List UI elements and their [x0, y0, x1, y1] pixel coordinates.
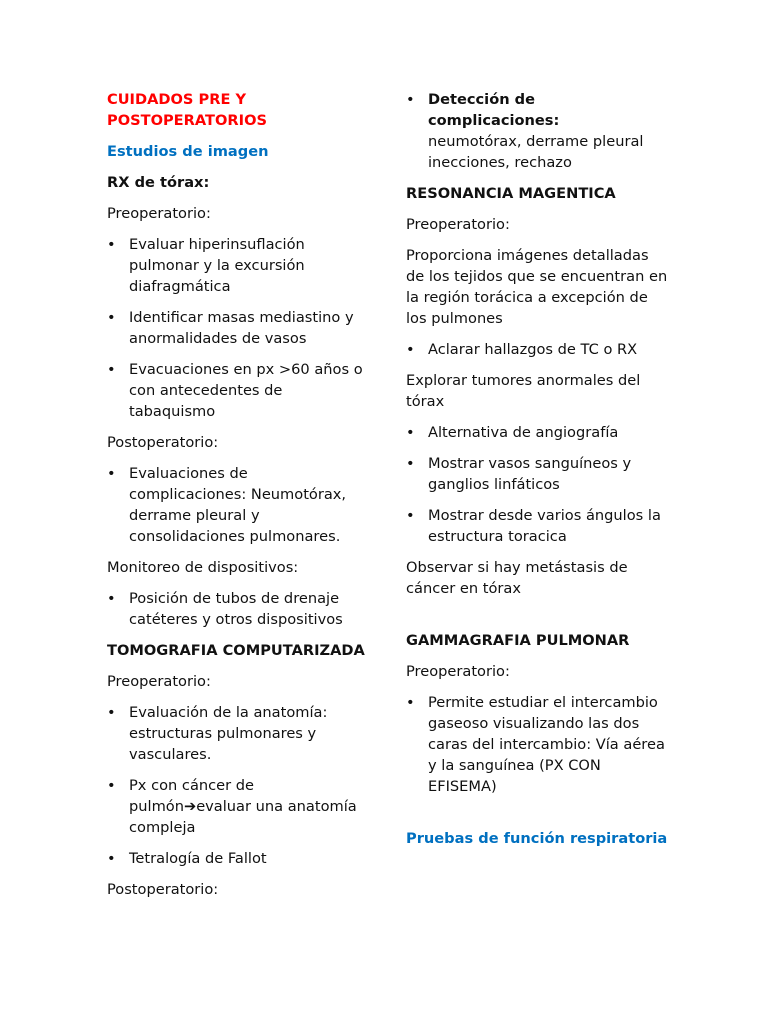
- rx-pre-list: [107, 234, 369, 422]
- rm-list-1: [406, 339, 668, 360]
- list-item: • Aclarar hallazgos de TC o RX: [406, 341, 638, 358]
- bullet-icon: •: [107, 361, 116, 378]
- tc-pre-label: Preoperatorio:: [107, 673, 211, 690]
- rm-list-2: [406, 422, 668, 547]
- list-item: • Mostrar vasos sanguíneos y ganglios linfáticos: [406, 455, 632, 493]
- detection-list: [406, 89, 668, 173]
- rm-paragraph-2: Explorar tumores anormales del tórax: [406, 372, 641, 410]
- spacer: [406, 807, 668, 828]
- bullet-icon: •: [406, 455, 415, 472]
- tc-post-label: Postoperatorio:: [107, 881, 219, 898]
- list-item: • Evaluar hiperinsuflación pulmonar y la excursión diafragmática: [107, 236, 305, 295]
- left-column: [107, 89, 369, 910]
- bullet-icon: •: [107, 590, 116, 607]
- bullet-icon: •: [406, 91, 415, 108]
- bullet-icon: •: [107, 309, 116, 326]
- gamma-list: [406, 692, 668, 797]
- pft-heading: Pruebas de función respiratoria: [406, 830, 668, 847]
- list-item: • Evaluación de la anatomía: estructuras pulmonares y vasculares.: [107, 704, 328, 763]
- detection-bold: Detección de complicaciones:: [428, 91, 560, 129]
- gamma-heading: GAMMAGRAFIA PULMONAR: [406, 632, 630, 649]
- bullet-icon: •: [107, 850, 116, 867]
- list-item: • Evaluaciones de complicaciones: Neumotórax, derrame pleural y consolidaciones pulmonares.: [107, 465, 347, 545]
- section-imaging-heading: Estudios de imagen: [107, 143, 269, 160]
- bullet-icon: •: [107, 777, 116, 794]
- bullet-icon: •: [107, 465, 116, 482]
- rx-post-list: [107, 463, 369, 547]
- rm-heading: RESONANCIA MAGENTICA: [406, 185, 616, 202]
- bullet-icon: •: [107, 704, 116, 721]
- tc-pre-list: [107, 702, 369, 869]
- monitor-label: Monitoreo de dispositivos:: [107, 559, 299, 576]
- rx-heading: RX de tórax:: [107, 174, 210, 191]
- list-item: • Alternativa de angiografía: [406, 424, 619, 441]
- gamma-pre-label: Preoperatorio:: [406, 663, 510, 680]
- rx-pre-label: Preoperatorio:: [107, 205, 211, 222]
- rm-paragraph-3: Observar si hay metástasis de cáncer en tórax: [406, 559, 628, 597]
- list-item: • Posición de tubos de drenaje catéteres y otros dispositivos: [107, 590, 343, 628]
- bullet-icon: •: [406, 694, 415, 711]
- bullet-icon: •: [406, 507, 415, 524]
- rm-paragraph-1: Proporciona imágenes detalladas de los tejidos que se encuentran en la región torácica a excepción de los pulmones: [406, 247, 668, 327]
- rx-post-label: Postoperatorio:: [107, 434, 219, 451]
- spacer: [406, 609, 668, 630]
- list-item: • Tetralogía de Fallot: [107, 850, 267, 867]
- bullet-icon: •: [107, 236, 116, 253]
- list-item: • Evacuaciones en px >60 años o con antecedentes de tabaquismo: [107, 361, 363, 420]
- list-item: • Mostrar desde varios ángulos la estructura toracica: [406, 507, 661, 545]
- list-item: • Px con cáncer de pulmón➔evaluar una anatomía compleja: [107, 777, 357, 836]
- monitor-list: [107, 588, 369, 630]
- tc-heading: TOMOGRAFIA COMPUTARIZADA: [107, 642, 365, 659]
- bullet-icon: •: [406, 341, 415, 358]
- document-title: CUIDADOS PRE Y POSTOPERATORIOS: [107, 91, 267, 129]
- right-column: [406, 89, 668, 859]
- detection-text: neumotórax, derrame pleural inecciones, rechazo: [428, 133, 644, 171]
- bullet-icon: •: [406, 424, 415, 441]
- rm-pre-label: Preoperatorio:: [406, 216, 510, 233]
- list-item: [406, 89, 668, 173]
- list-item: • Identificar masas mediastino y anormalidades de vasos: [107, 309, 354, 347]
- list-item: • Permite estudiar el intercambio gaseoso visualizando las dos caras del intercambio: Vía aérea y la sanguínea (PX CON EFISEMA): [406, 694, 665, 795]
